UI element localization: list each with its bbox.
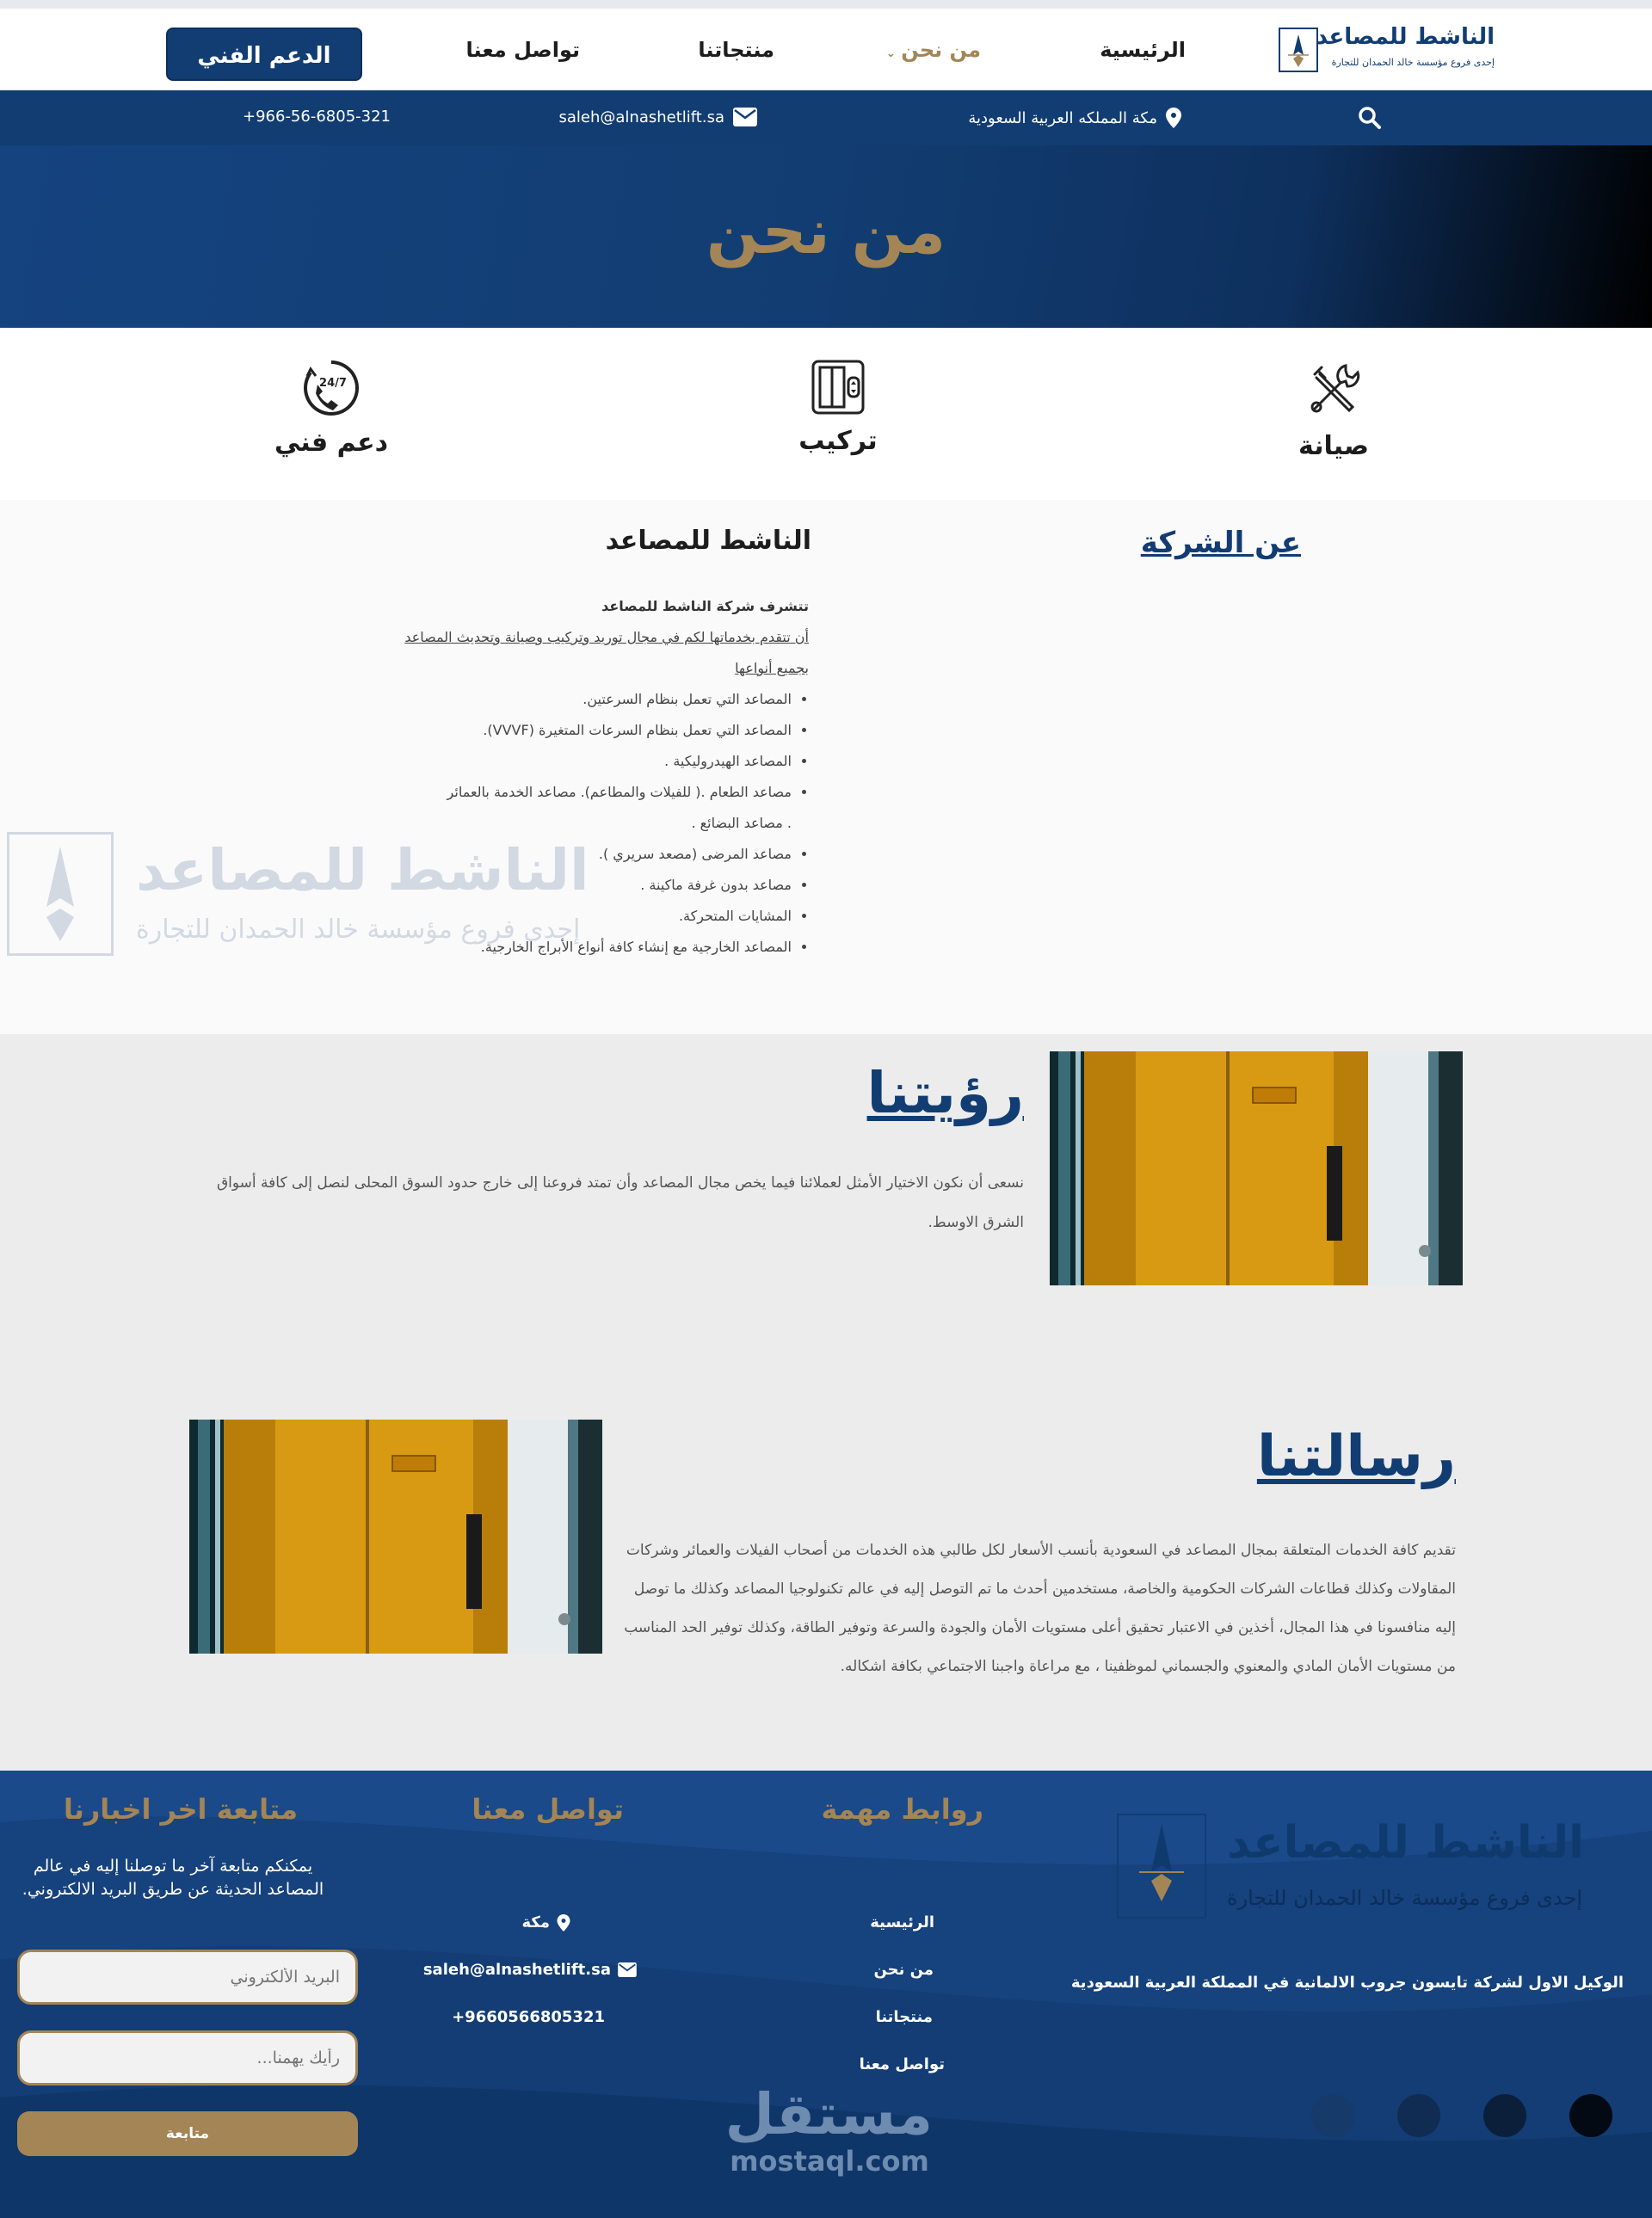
vision-mission-section xyxy=(0,1034,1652,1771)
about-body xyxy=(327,591,809,963)
list-item: • المشايات المتحركة. xyxy=(327,901,792,932)
footer-news-title: متابعة اخر اخبارنا xyxy=(63,1793,298,1826)
services-strip xyxy=(0,328,1652,500)
nav-contact[interactable]: تواصل معنا xyxy=(465,38,580,62)
main-navbar xyxy=(0,9,1652,90)
about-lead: تتشرف شركة الناشط للمصاعد xyxy=(601,598,809,614)
vision-title: رؤيتنا xyxy=(866,1060,1024,1126)
info-email-text: saleh@alnashetlift.sa xyxy=(558,108,724,126)
logo-title: الناشط للمصاعد xyxy=(1316,24,1495,50)
footer-logo-subtitle: إحدى فروع مؤسسة خالد الحمدان للتجارة xyxy=(1227,1886,1583,1910)
info-phone[interactable]: +966-56-6805-321 xyxy=(243,108,391,126)
social-icon[interactable] xyxy=(1397,2094,1440,2137)
list-item: • المصاعد التي تعمل بنظام السرعتين. xyxy=(327,684,792,715)
nav-about[interactable] xyxy=(886,38,981,62)
list-item: • المصاعد الخارجية مع إنشاء كافة أنواع الأبراج الخارجية. xyxy=(327,932,792,963)
footer-contact-title: تواصل معنا xyxy=(472,1793,624,1826)
social-icon[interactable] xyxy=(1569,2094,1612,2137)
newsletter-email-input[interactable] xyxy=(17,1950,358,2005)
watermark-mark-icon xyxy=(7,832,114,956)
newsletter-opinion-input[interactable] xyxy=(17,2030,358,2086)
nav-products[interactable]: منتجاتنا xyxy=(698,38,774,62)
about-section xyxy=(0,500,1652,1034)
watermark-subtitle: إحدى فروع مؤسسة خالد الحمدان للتجارة xyxy=(136,915,581,945)
list-item: • مصاعد الطعام .( للفيلات والمطاعم). مصاعد الخدمة بالعمائر xyxy=(327,777,792,808)
top-strip xyxy=(0,0,1652,9)
service-support xyxy=(245,359,417,458)
list-item: • المصاعد الهيدروليكية . xyxy=(327,746,792,777)
footer-link-about[interactable]: من نحن xyxy=(873,1961,934,1979)
chevron-down-icon: ⌄ xyxy=(885,46,897,60)
footer-news-text: يمكنكم متابعة آخر ما توصلنا إليه في عالم المصاعد الحديثة عن طريق البريد الالكتروني. xyxy=(22,1857,324,1899)
info-bar xyxy=(0,90,1652,145)
footer-links-title: روابط مهمة xyxy=(821,1793,983,1826)
search-icon[interactable] xyxy=(1358,106,1382,130)
list-item: • المصاعد التي تعمل بنظام السرعات المتغيرة (VVVF). xyxy=(327,715,792,746)
service-label: دعم فني xyxy=(274,428,389,458)
list-item: • مصاعد المرضى (مصعد سريري ). xyxy=(327,839,792,870)
location-pin-icon xyxy=(1166,108,1181,128)
elevator-door-image xyxy=(189,1420,602,1654)
social-icon[interactable] xyxy=(1311,2094,1354,2137)
mission-title: رسالتنا xyxy=(1256,1423,1456,1489)
logo-mark-icon xyxy=(1279,28,1318,72)
service-maintenance xyxy=(1248,359,1420,461)
footer-link-contact[interactable]: تواصل معنا xyxy=(859,2055,945,2073)
elevator-icon xyxy=(811,359,866,416)
footer-contact-phone[interactable]: +9660566805321 xyxy=(452,2008,605,2026)
nav-about-label: من نحن xyxy=(901,38,981,62)
footer-logo-title: الناشط للمصاعد xyxy=(1227,1817,1584,1869)
watermark-title: الناشط للمصاعد xyxy=(136,837,589,903)
site-footer xyxy=(0,1771,1652,2218)
nav-home[interactable]: الرئيسية xyxy=(1100,38,1186,62)
vision-text: نسعى أن نكون الاختيار الأمثل لعملائنا فيما يخص مجال المصاعد وأن تمتد فروعنا إلى خارج حدود السوق المحلى لنصل إلى كافة أسواق الشرق الاوسط. xyxy=(216,1174,1024,1231)
support-24-7-icon xyxy=(302,359,361,417)
info-email[interactable] xyxy=(559,108,758,126)
footer-agent-text: الوكيل الاول لشركة تايسون جروب الالمانية في المملكة العربية السعودية xyxy=(1070,1974,1624,1992)
mail-icon xyxy=(618,1962,637,1977)
footer-contact-city-text: مكة xyxy=(521,1913,550,1932)
logo-subtitle: إحدى فروع مؤسسة خالد الحمدان للتجارة xyxy=(1331,57,1495,68)
footer-contact-city xyxy=(521,1913,570,1932)
service-label: تركيب xyxy=(798,426,878,456)
page-hero xyxy=(0,145,1652,328)
badge-24-7: 24/7 xyxy=(319,377,347,390)
location-pin-icon xyxy=(557,1914,570,1932)
mostaql-watermark-ar: مستقل xyxy=(724,2081,933,2147)
newsletter-submit-button[interactable]: متابعة xyxy=(17,2111,358,2156)
mission-text: تقديم كافة الخدمات المتعلقة بمجال المصاعد في السعودية بأنسب الأسعار لكل طالبي هذه الخدمات من أصحاب الفيلات والعمائر وشركات المقاولات وكذلك قطاعات الشركات الحكومية والخاصة، مستخدمين أحدث ما تم التوصل إليه في عالم تكنولوجيا المصاعد وكذلك ما توصل إليه منافسونا في هذا المجال، أخذين في الاعتبار تحقيق أعلى مستويات الأمان والجودة والسرعة وتوفير الطاقة، وكذلك توفير الحد المناسب من مستويات الأمان المادي والمعنوي والجسماني لموظفينا ، مع مراعاة واجبنا الاجتماعي بكافة اشكاله. xyxy=(624,1542,1456,1675)
footer-contact-email-text: saleh@alnashetlift.sa xyxy=(422,1961,611,1979)
elevator-types-list xyxy=(327,684,792,963)
list-item: . مصاعد البضائع . xyxy=(691,815,792,831)
footer-link-home[interactable]: الرئيسية xyxy=(870,1913,934,1932)
mostaql-watermark-en: mostaql.com xyxy=(730,2145,929,2178)
support-button[interactable]: الدعم الفني xyxy=(166,28,362,81)
list-item: • مصاعد بدون غرفة ماكينة . xyxy=(327,870,792,901)
tools-icon xyxy=(1303,359,1365,421)
mostaql-watermark xyxy=(724,2081,933,2178)
about-company-link[interactable]: عن الشركة xyxy=(1140,526,1301,560)
about-intro-2: بجميع أنواعها xyxy=(735,660,809,676)
footer-logo[interactable] xyxy=(1117,1814,1599,1925)
footer-logo-mark-icon xyxy=(1117,1814,1206,1919)
social-icon[interactable] xyxy=(1483,2094,1526,2137)
about-heading: الناشط للمصاعد xyxy=(605,526,811,556)
info-location xyxy=(968,108,1181,128)
brand-logo[interactable] xyxy=(1275,21,1495,74)
service-installation xyxy=(752,359,924,456)
about-intro: أن تتقدم بخدماتها لكم في مجال توريد وتركيب وصيانة وتحديث المصاعد xyxy=(404,629,809,645)
service-label: صيانة xyxy=(1298,431,1369,461)
page-title: من نحن xyxy=(706,195,946,268)
footer-link-products[interactable]: منتجاتنا xyxy=(875,2008,933,2026)
info-location-text: مكة المملكه العربية السعودية xyxy=(968,108,1157,127)
elevator-door-image xyxy=(1050,1051,1463,1285)
mail-icon xyxy=(733,108,757,126)
footer-contact-email[interactable] xyxy=(423,1961,637,1979)
